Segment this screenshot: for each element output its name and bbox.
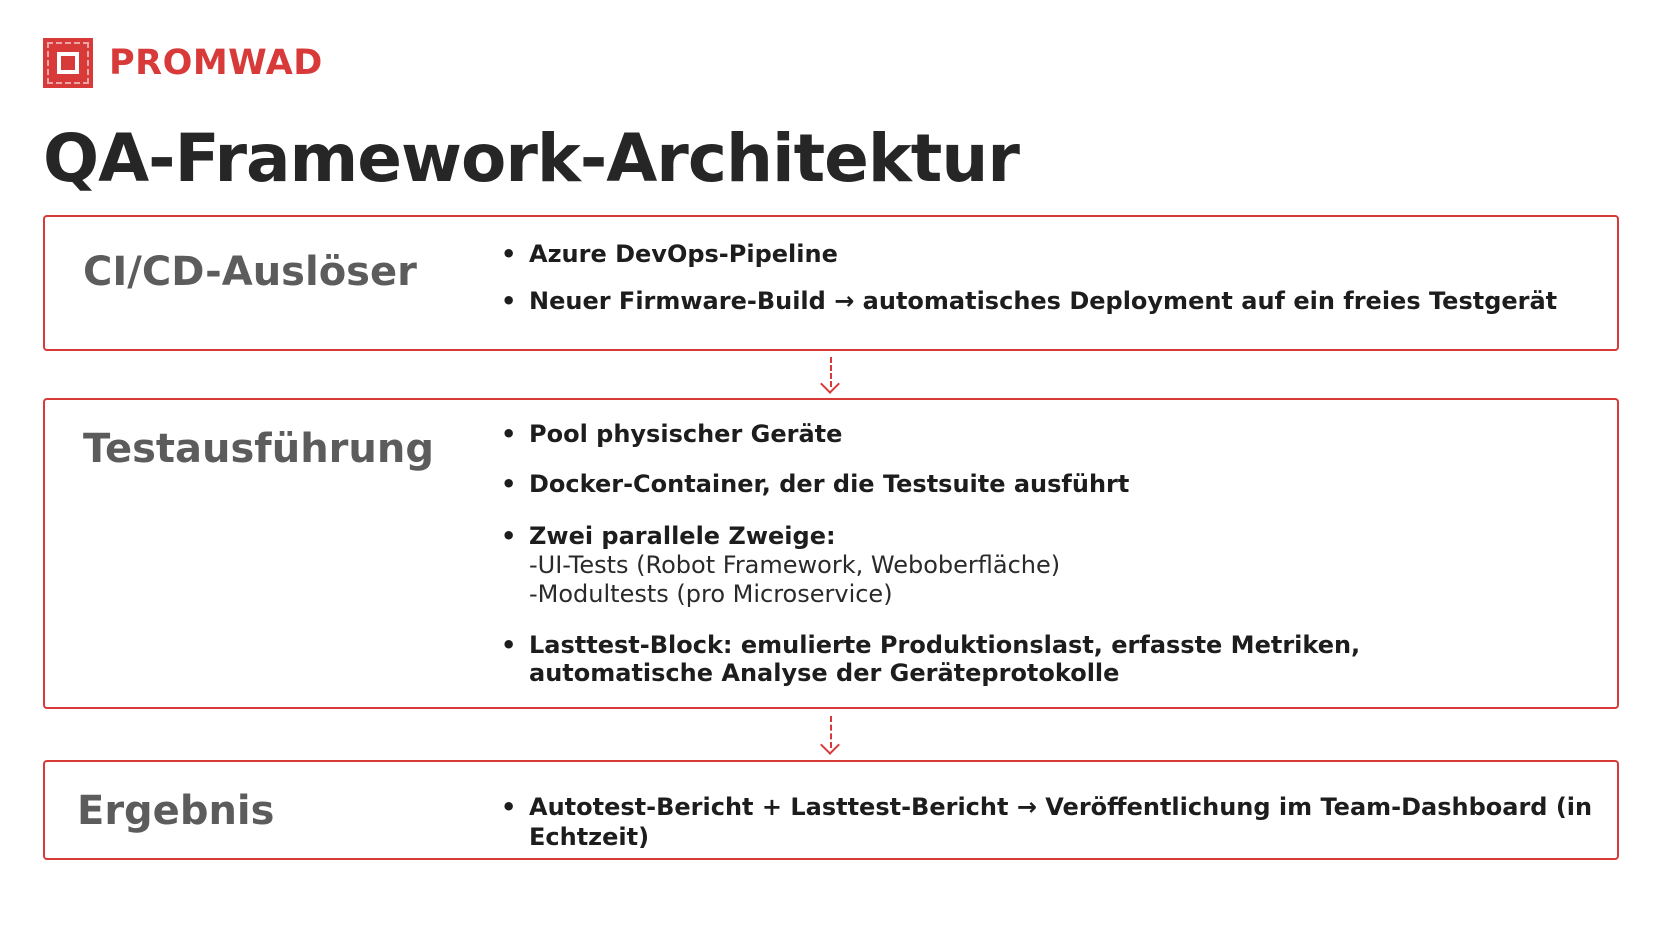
flow-arrow (820, 357, 842, 397)
flow-arrow (820, 716, 842, 758)
stage-items (501, 419, 1587, 687)
page-title: QA-Framework-Architektur (43, 120, 1019, 197)
list-item-line: Lasttest-Block: emulierte Produktionslast, erfasste Metriken, (529, 631, 1361, 659)
list-item: • Azure DevOps-Pipeline (501, 239, 1587, 269)
stage-label: Ergebnis (77, 788, 275, 834)
stage-label: Testausführung (83, 426, 434, 472)
sub-item: -Modultests (pro Microservice) (529, 580, 893, 608)
list-item-parallel-branches (501, 521, 1587, 609)
list-item: • Neuer Firmware-Build → automatisches Deployment auf ein freies Testgerät (501, 286, 1587, 316)
stage-items (501, 792, 1605, 852)
stage-result (43, 760, 1619, 860)
stage-cicd-trigger (43, 215, 1619, 351)
list-item: • Pool physischer Geräte (501, 419, 1587, 449)
stage-label: CI/CD-Auslöser (83, 249, 417, 295)
sub-item: -UI-Tests (Robot Framework, Weboberfläche) (529, 551, 1061, 579)
stage-test-execution (43, 398, 1619, 709)
brand-name: PROMWAD (109, 43, 323, 83)
chip-logo-icon (43, 38, 93, 88)
list-item-label: Zwei parallele Zweige: (529, 522, 836, 550)
list-item-load-test (501, 631, 1587, 687)
arrow-down-icon (820, 735, 840, 755)
list-item: • Docker-Container, der die Testsuite ausführt (501, 469, 1587, 499)
stage-items (501, 239, 1587, 316)
brand-logo (43, 38, 323, 88)
list-item-line: automatische Analyse der Geräteprotokolle (529, 659, 1120, 687)
arrow-down-icon (820, 374, 840, 394)
list-item: • Autotest-Bericht + Lasttest-Bericht → Veröffentlichung im Team-Dashboard (in Echtzeit) (501, 792, 1605, 852)
